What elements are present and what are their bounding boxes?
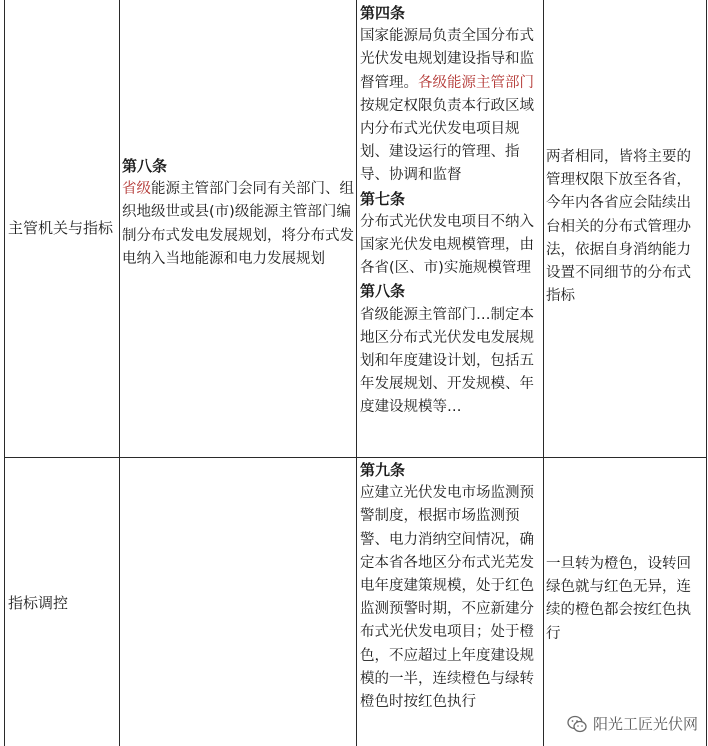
article-text: 国家能源局负责全国分布式光伏发电规划建设指导和监督管理。各级能源主管部门按规定权限负责本行政区域内分布式光伏发电项目规划、建设运行的管理、指导、协调和监督 <box>360 28 534 184</box>
article-heading: 第四条 <box>360 4 406 22</box>
table-border-right <box>706 0 707 746</box>
watermark-text: 阳光工匠光伏网 <box>592 715 698 733</box>
article-heading: 第八条 <box>360 282 406 301</box>
article-text: 分布式光伏发电项目不纳入国家光伏发电规模管理，由各省(区、市)实施规模管理 <box>360 213 534 277</box>
row-label-quota-control: 指标调控 <box>8 594 69 612</box>
article-text: 能源主管部门会同有关部门、组织地级世或县(市)级能源主管部门编制分布式发电发展规划，将分布式发电纳入当地能源和电力发展规划 <box>122 181 354 267</box>
row1-col2-content <box>122 155 354 271</box>
wechat-icon <box>567 715 587 733</box>
row1-col4-comment: 两者相同，皆将主要的管理权限下放至各省，今年内各省应会陆续出台相关的分布式管理办法，依据自身消纳能力设置不同细节的分布式指标 <box>546 149 691 305</box>
row2-col4-comment: 一旦转为橙色，设转回绿色就与红色无异，连续的橙色都会按红色执行 <box>546 556 691 642</box>
watermark <box>567 713 698 734</box>
table-divider-col2 <box>356 0 357 746</box>
article-heading: 第七条 <box>360 189 406 208</box>
table-row-divider <box>4 457 707 458</box>
row2-col3-content <box>360 459 541 714</box>
article-text: 省级能源主管部门…制定本地区分布式光伏发电发展规划和年度建设计划，包括五年发展规划、开发规模、年度建设规模等… <box>360 306 534 416</box>
table-divider-col1 <box>119 0 120 746</box>
article-heading: 第八条 <box>122 157 168 175</box>
highlight-text: 省级 <box>122 181 151 198</box>
row1-col3-content <box>360 2 541 420</box>
table-divider-col3 <box>543 0 544 746</box>
article-text: 应建立光伏发电市场监测预警制度，根据市场监测预警、电力消纳空间情况，确定本省各地区分布式光芜发电年度建策规模，处于红色监测预警时期，不应新建分布式光伏发电项目；处于橙色，不应超过上年度建设规模的一半，连续橙色与绿转橙色时按红色执行 <box>360 485 534 711</box>
article-heading: 第九条 <box>360 461 406 479</box>
row-label-authority: 主管机关与指标 <box>8 219 114 237</box>
highlight-text: 各级能源主管部门 <box>418 74 534 91</box>
table-border-left <box>4 0 5 746</box>
